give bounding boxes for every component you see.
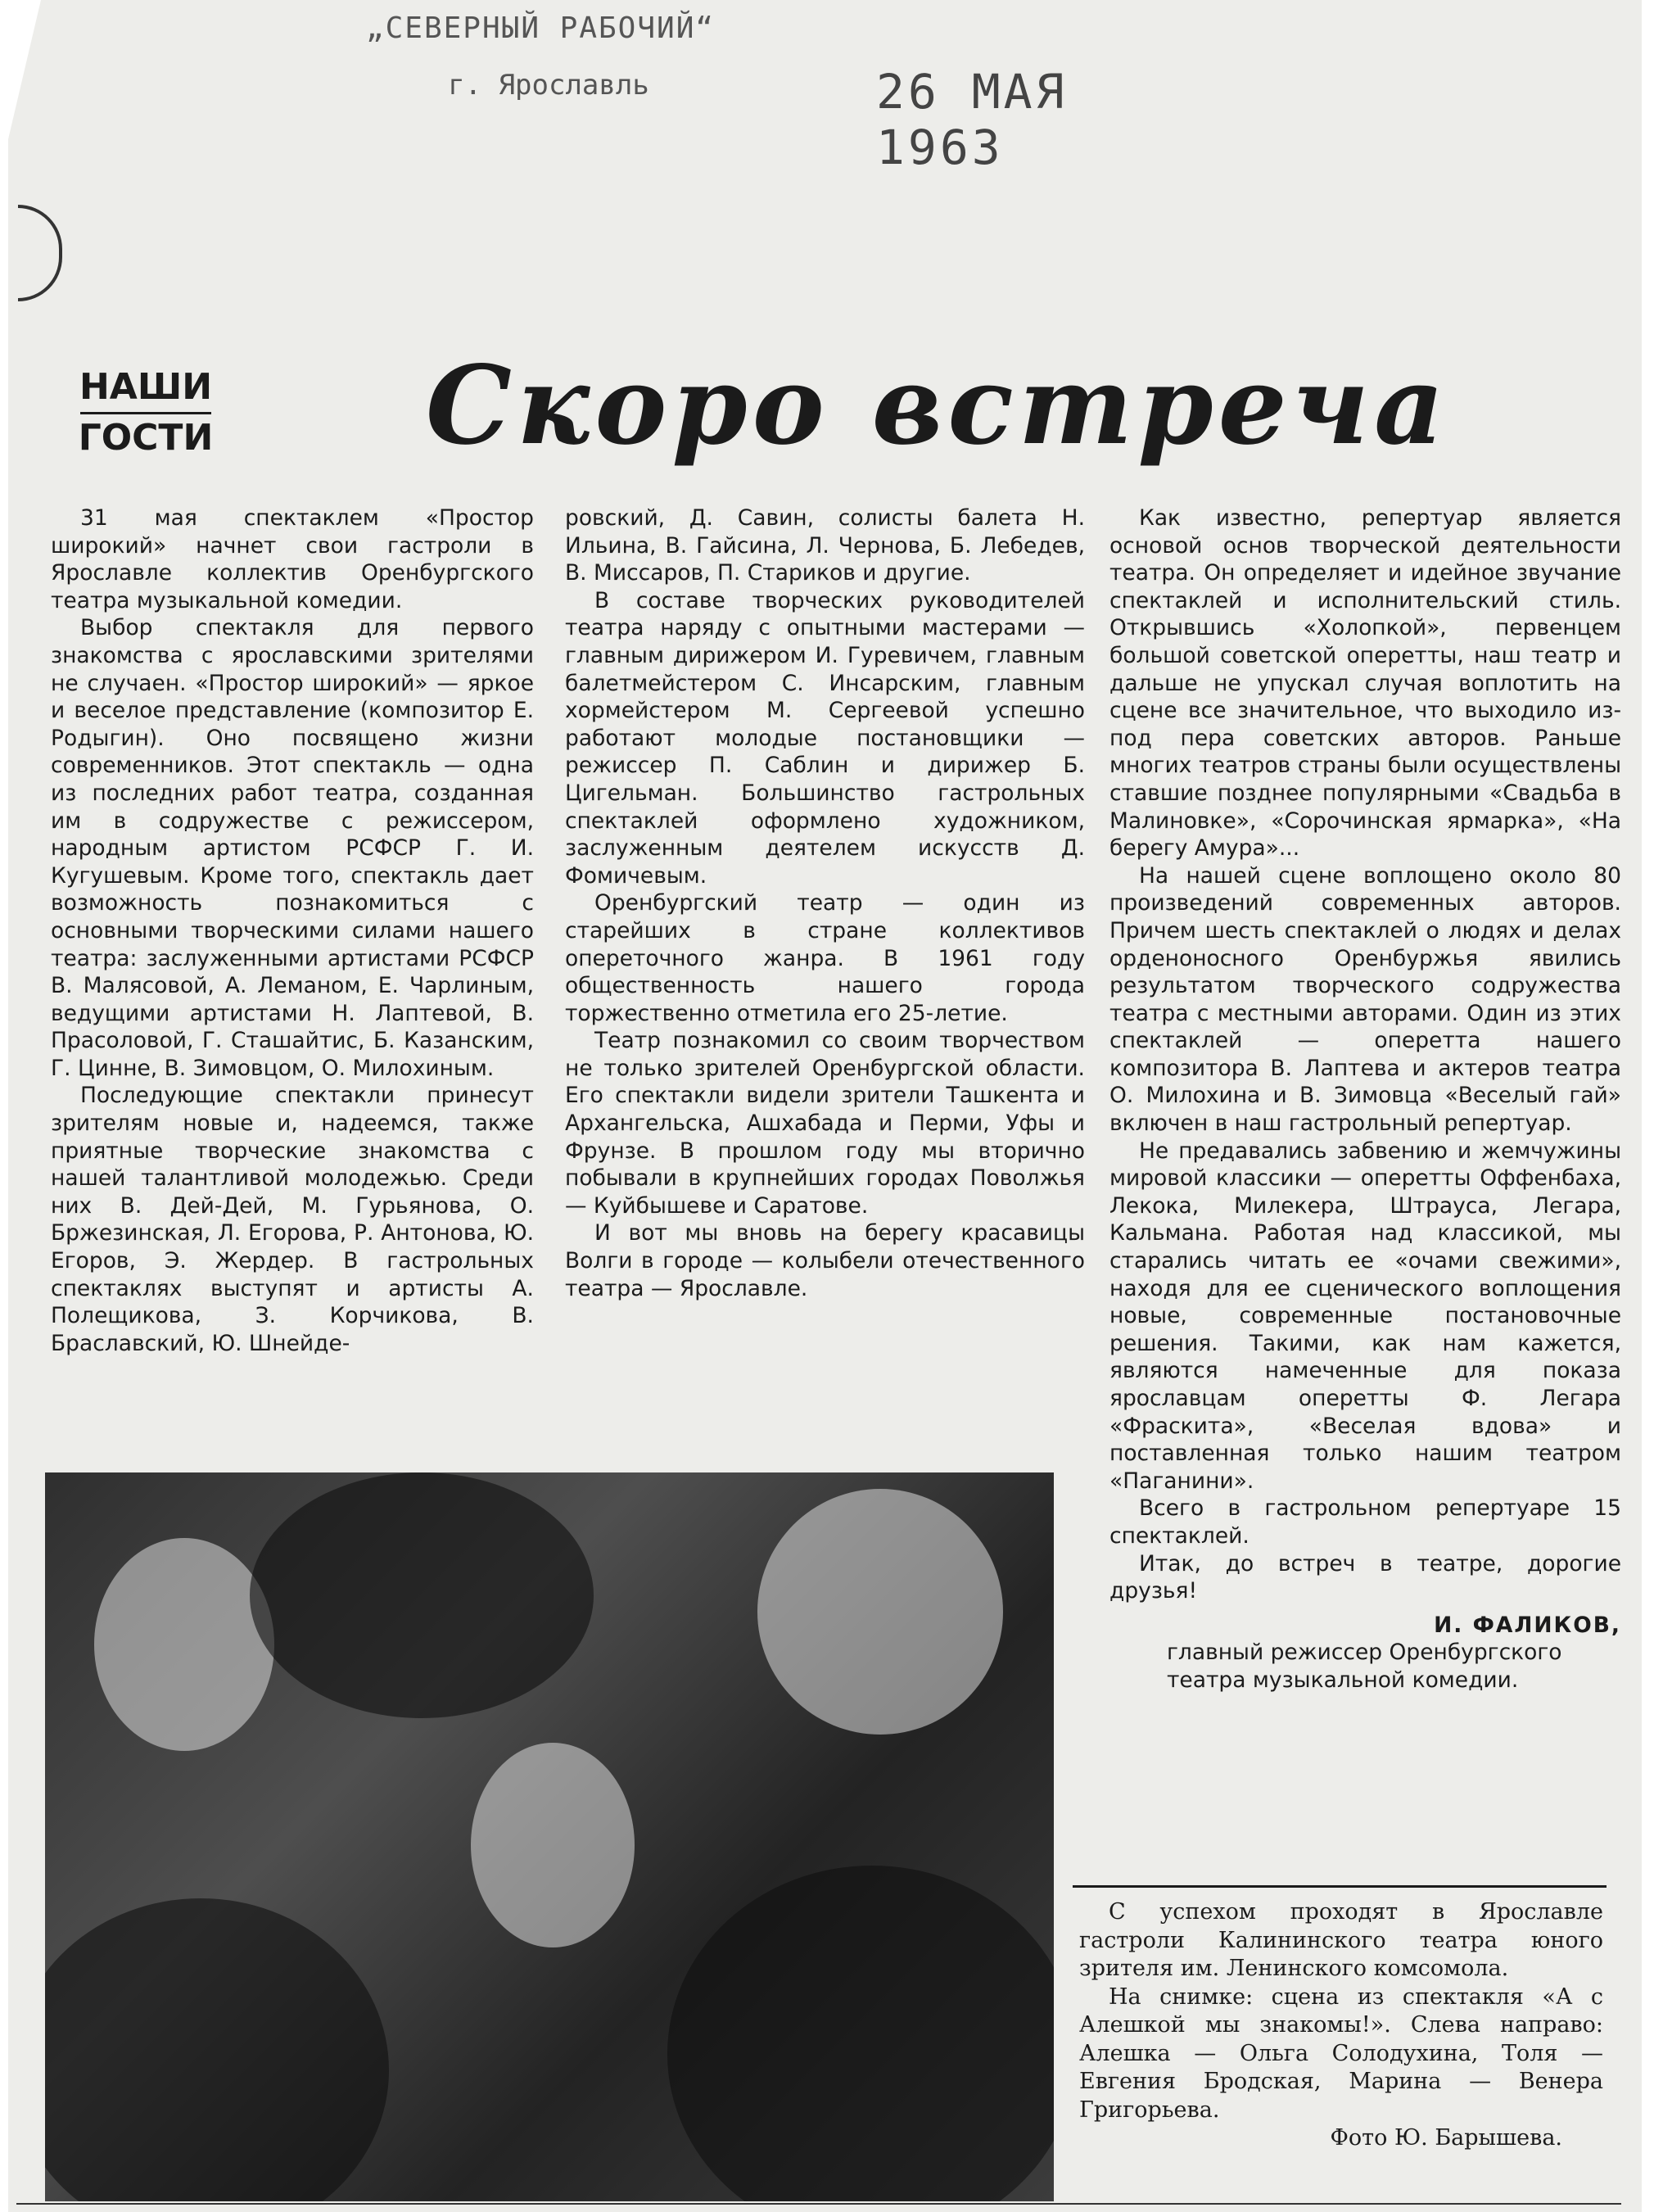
paragraph: ровский, Д. Савин, солисты балета Н. Ильина, В. Гайсина, Л. Чернова, Б. Лебедев, В. Миссаров, П. Стариков и другие. [565,505,1085,586]
paragraph: И вот мы вновь на берегу красавицы Волги в городе — колыбели отечественного театра — Ярославле. [565,1220,1085,1301]
article-headline: Скоро встреча [426,342,1449,469]
caption-paragraph: С успехом проходят в Ярославле гастроли Калининского театра юного зрителя им. Ленинского комсомола. [1079,1899,1603,1981]
paragraph: 31 мая спектаклем «Простор широкий» начнет свои гастроли в Ярославле коллектив Оренбургского театра музыкальной комедии. [51,505,534,613]
paragraph: Последующие спектакли принесут зрителям новые и, надеемся, также приятные творческие знакомства с нашей талантливой молодежью. Среди них В. Дей-Дей, М. Гурьянова, О. Бржезинская, Л. Егорова, Р. Антонова, Ю. Егоров, Э. Жердер. В гастрольных спектаклях выступят и артисты А. Полещикова, З. Корчикова, В. Браславский, Ю. Шнейде- [51,1083,534,1356]
paragraph: Итак, до встреч в театре, дорогие друзья! [1109,1550,1621,1604]
newspaper-stamp: „СЕВЕРНЫЙ РАБОЧИЙ“ [365,11,716,45]
photo-shadow [667,1866,1054,2201]
author-name: И. ФАЛИКОВ, [1434,1612,1621,1638]
author-signature [1109,1612,1621,1694]
paragraph: Выбор спектакля для первого знакомства с ярославскими зрителями не случаен. «Простор широкий» — яркое и веселое представление (композитор Е. Родыгин). Оно посвящено жизни современников. Этот спектакль — одна из последних работ театра, созданная им в содружестве с режиссером, народным артистом РСФСР Г. И. Кугушевым. Кроме того, спектакль дает возможность познакомиться с основными творческими силами нашего театра: заслуженными артистами РСФСР В. Малясовой, А. Леманом, Е. Чарлиным, ведущими артистами Н. Лаптевой, В. Прасоловой, Г. Сташайтис, Б. Казанским, Г. Цинне, В. Зимовцом, О. Милохиным. [51,615,534,1081]
photo-shadow [250,1472,594,1718]
city-stamp: г. Ярославль [448,69,649,102]
paragraph: Театр познакомил со своим творчеством не только зрителей Оренбургской области. Его спектакли видели зрители Ташкента и Архангельска, Ашхабада и Перми, Уфы и Фрунзе. В прошлом году мы вторично побывали в крупнейших городах Поволжья — Куйбышеве и Саратове. [565,1028,1085,1219]
article-column-3 [1109,504,1621,1694]
article-column-2 [565,504,1085,1302]
photo-credit: Фото Ю. Барышева. [1330,2125,1562,2151]
author-role: главный режиссер Оренбургского театра музыкальной комедии. [1167,1640,1562,1693]
photo-highlight [757,1489,1003,1735]
photo-shadow [45,1898,389,2201]
paragraph: В составе творческих руководителей театра наряду с опытными мастерами — главным дирижером И. Гуревичем, главным балетмейстером С. Инсарским, главным хормейстером М. Сергеевой успешно работают молодые постановщики — режиссер П. Саблин и дирижер Б. Цигельман. Большинство гастрольных спектаклей оформлено художником, заслуженным деятелем искусств Д. Фомичевым. [565,587,1085,889]
photo-caption [1079,1898,1603,2153]
rubric-line-2: ГОСТИ [78,416,214,459]
photo-highlight [471,1743,635,1947]
photo-highlight [94,1538,274,1751]
section-rubric [64,367,228,459]
theatre-scene-photo [45,1472,1054,2201]
rubric-line-1: НАШИ [79,366,213,408]
caption-paragraph: На снимке: сцена из спектакля «А с Алешкой мы знакомы!». Слева направо: Алешка — Ольга Солодухина, Толя — Евгения Бродская, Марина — Венера Григорьева. [1079,1984,1603,2123]
paragraph: Как известно, репертуар является основой основ творческой деятельности театра. Он определяет и идейное звучание спектаклей и исполнительский стиль. Открывшись «Холопкой», первенцем большой советской оперетты, наш театр и дальше не упускал случая воплотить на сцене все значительное, что выходило из-под пера советских авторов. Раньше многих театров страны были осуществлены ставшие позднее популярными «Свадьба в Малиновке», «Сорочинская ярмарка», «На берегу Амура»... [1109,505,1621,862]
paragraph: Всего в гастрольном репертуаре 15 спектаклей. [1109,1495,1621,1549]
rubric-divider [80,412,211,414]
paragraph: На нашей сцене воплощено около 80 произведений современных авторов. Причем шесть спектаклей о людях и делах орденоносного Оренбуржья явились результатом творческого содружества театра с местными авторами. Один из этих спектаклей — оперетта нашего композитора В. Лаптева и актеров театра О. Милохина и В. Зимовца «Веселый гай» включен в наш гастрольный репертуар. [1109,862,1621,1137]
article-column-1 [51,504,534,1357]
paragraph: Оренбургский театр — один из старейших в стране коллективов опереточного жанра. В 1961 году общественность нашего города торжественно отметила его 25-летие. [565,890,1085,1026]
bottom-divider [16,2203,1621,2205]
caption-divider [1073,1885,1607,1888]
date-stamp: 26 МАЯ 1963 [876,64,1068,175]
paragraph: Не предавались забвению и жемчужины мировой классики — оперетты Оффенбаха, Лекока, Милекера, Штрауса, Легара, Кальмана. Работая над классикой, мы старались читать ее «очами свежими», находя для ее сценического воплощения новые, современные постановочные решения. Такими, как нам кажется, являются намеченные для показа ярославцам оперетты Ф. Легара «Фраскита», «Веселая вдова» и поставленная только нашим театром «Паганини». [1109,1138,1621,1494]
